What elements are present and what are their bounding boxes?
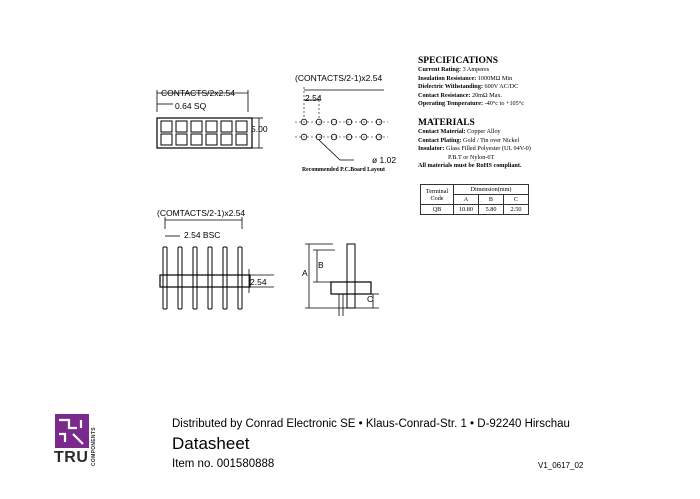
pcb-layout-drawing [292, 70, 412, 180]
front-view-side-label: 2.54 [250, 277, 267, 287]
material-line: Contact Plating: Gold / Tin over Nickel [418, 136, 520, 144]
side-view-drawing [295, 240, 395, 320]
pcb-hole-label: ø 1.02 [372, 155, 397, 165]
pcb-caption: Recommended P.C.Board Layout [302, 167, 385, 173]
front-view-drawing [150, 207, 280, 317]
table-header-dimensions: Dimension(mm) [454, 185, 529, 195]
tru-components-logo [55, 414, 107, 474]
version-label: V1_0617_02 [538, 461, 584, 470]
table-cell-code: QB [421, 205, 454, 215]
front-view-svg [150, 207, 280, 317]
logo-subtext: COMPONENTS [91, 427, 97, 466]
table-col-a: A [454, 195, 479, 205]
dimension-table [420, 184, 529, 215]
materials-title: MATERIALS [418, 118, 475, 128]
spec-line: Insulation Resistance: 1000MΩ Min [418, 74, 513, 82]
table-col-c: C [504, 195, 529, 205]
table-header-terminal: Terminal Code [421, 185, 454, 205]
material-insulator-line2: P.B.T or Nylon-6T [448, 153, 495, 161]
spec-line: Contact Resistance: 20mΩ Max. [418, 91, 503, 99]
distributor-text: Distributed by Conrad Electronic SE • Klaus-Conrad-Str. 1 • D-92240 Hirschau [172, 418, 570, 430]
rohs-note: All materials must be RoHS compliant. [418, 162, 522, 170]
logo-mark-icon [55, 414, 89, 448]
datasheet-title: Datasheet [172, 434, 250, 453]
side-view-svg [295, 240, 395, 320]
table-col-b: B [479, 195, 504, 205]
specifications-title: SPECIFICATIONS [418, 56, 499, 66]
front-view-contacts-label: (COMTACTS/2-1)x2.54 [157, 208, 246, 218]
specifications-block [418, 56, 618, 109]
table-cell-b: 5.80 [479, 205, 504, 215]
side-view-label-a: A [302, 268, 308, 278]
front-view-bsc-label: 2.54 BSC [184, 230, 221, 240]
pcb-pitch-label: 2.54 [305, 93, 322, 103]
side-view-label-b: B [318, 260, 324, 270]
top-view-pin-label: 0.64 SQ [175, 101, 207, 111]
item-number: Item no. 001580888 [172, 458, 275, 470]
spec-line: Current Rating: 3 Amperes [418, 66, 490, 73]
top-view-drawing [145, 82, 275, 162]
top-view-contacts-label: CONTACTS/2x2.54 [161, 88, 236, 98]
spec-line: Operating Temperature: -40°c to +105°c [418, 100, 524, 108]
table-cell-a: 10.80 [454, 205, 479, 215]
pcb-contacts-label: (CONTACTS/2-1)x2.54 [295, 73, 383, 83]
table-cell-c: 2.50 [504, 205, 529, 215]
spec-line: Dielectric Withstanding: 600V AC/DC [418, 83, 519, 91]
material-line: Contact Material: Copper Alloy [418, 128, 501, 135]
materials-block [418, 118, 618, 171]
top-view-height-label: 5.00 [251, 124, 268, 134]
side-view-label-c: C [367, 294, 374, 304]
material-line: Insulator: Glass Filled Polyester (UL 94V-0) [418, 145, 531, 153]
logo-text: TRU [54, 449, 89, 466]
